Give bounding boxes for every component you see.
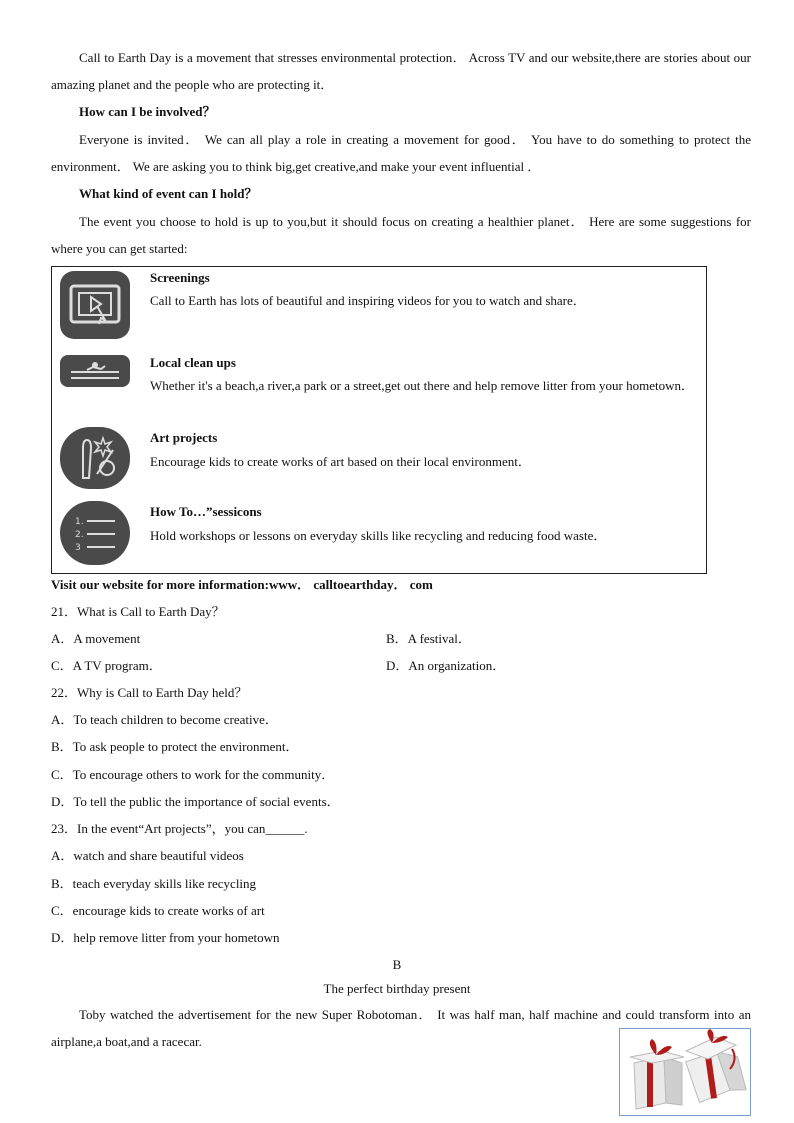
item-text-screenings: Call to Earth has lots of beautiful and inspiring videos for you to watch and share． — [150, 293, 586, 308]
option-22b: B．To ask people to protect the environment． — [51, 739, 299, 754]
heading-how-involved: How can I be involved？ — [79, 104, 216, 119]
gift-box-image — [619, 1028, 751, 1116]
intro-paragraph-3: The event you choose to hold is up to you,but it should focus on creating a healthier planet． Here are some suggestions for where you can get started: — [51, 214, 751, 256]
cleanup-icon — [60, 355, 130, 387]
option-21d: D．An organization． — [386, 658, 506, 673]
question-23: 23．In the event“Art projects”，you can______. — [51, 821, 308, 836]
item-title-screenings: Screenings — [150, 270, 210, 285]
section-b-letter: B — [392, 957, 402, 972]
question-22: 22．Why is Call to Earth Day held？ — [51, 685, 248, 700]
section-b-paragraph: Toby watched the advertisement for the new Super Robotoman． It was half man, half machine and could transform into an airplane,a boat,and a racecar. — [51, 1007, 751, 1049]
option-23c: C．encourage kids to create works of art — [51, 903, 265, 918]
option-21b: B．A festival． — [386, 631, 471, 646]
suggestions-box — [51, 266, 707, 574]
option-22c: C．To encourage others to work for the community． — [51, 767, 335, 782]
option-21a: A．A movement — [51, 631, 141, 646]
option-23a: A．watch and share beautiful videos — [51, 848, 244, 863]
item-title-how-to: How To…”sessicons — [150, 504, 262, 519]
art-brush-icon — [60, 427, 130, 489]
section-b-title: The perfect birthday present — [323, 981, 471, 996]
svg-text:3: 3 — [75, 543, 81, 553]
item-text-art-projects: Encourage kids to create works of art based on their local environment． — [150, 454, 531, 469]
option-23b: B．teach everyday skills like recycling — [51, 876, 257, 891]
svg-text:1.: 1. — [75, 517, 84, 527]
item-title-art-projects: Art projects — [150, 430, 218, 445]
option-23d: D．help remove litter from your hometown — [51, 930, 280, 945]
numbered-list-icon — [60, 501, 130, 565]
item-text-how-to: Hold workshops or lessons on everyday skills like recycling and reducing food waste． — [150, 528, 607, 543]
website-line: Visit our website for more information:www． calltoearthday． com — [51, 577, 433, 592]
option-21c: C．A TV program． — [51, 658, 162, 673]
option-22a: A．To teach children to become creative． — [51, 712, 278, 727]
question-21: 21．What is Call to Earth Day？ — [51, 604, 225, 619]
svg-text:2.: 2. — [75, 530, 84, 540]
item-text-cleanups: Whether it's a beach,a river,a park or a street,get out there and help remove litter from your hometown． — [150, 378, 695, 393]
option-22d: D．To tell the public the importance of social events． — [51, 794, 340, 809]
heading-what-event: What kind of event can I hold？ — [79, 186, 258, 201]
screen-play-icon — [60, 271, 130, 339]
intro-paragraph-1: Call to Earth Day is a movement that stresses environmental protection． Across TV and our website,there are stories about our amazing planet and the people who are protecting it． — [51, 50, 751, 92]
item-title-cleanups: Local clean ups — [150, 355, 236, 370]
intro-paragraph-2: Everyone is invited． We can all play a role in creating a movement for good． You have to do something to protect the environment． We are asking you to think big,get creative,and make your event influential ． — [51, 132, 751, 174]
